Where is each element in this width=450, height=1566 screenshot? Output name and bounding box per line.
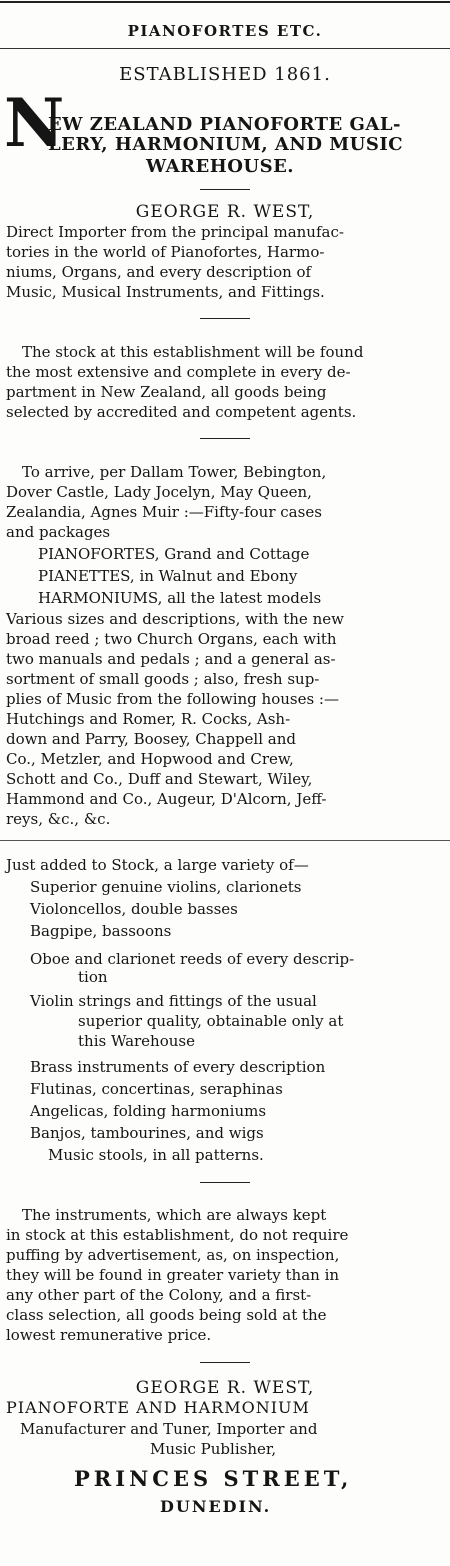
text-line: Angelicas, folding harmoniums — [30, 1102, 267, 1120]
text-line: niums, Organs, and every description of — [6, 263, 312, 281]
text-line: class selection, all goods being sold at the — [6, 1306, 327, 1324]
text-line: Music stools, in all patterns. — [48, 1146, 264, 1164]
top-rule — [0, 1, 450, 3]
divider — [200, 438, 250, 439]
text-line: tion — [78, 968, 108, 986]
text-line: Oboe and clarionet reeds of every descrip- — [30, 950, 355, 968]
text-line: any other part of the Colony, and a first- — [6, 1286, 312, 1304]
text-line: Co., Metzler, and Hopwood and Crew, — [6, 750, 294, 768]
text-line: Superior genuine violins, clarionets — [30, 878, 302, 896]
text-line: HARMONIUMS, all the latest models — [38, 589, 322, 607]
text-line: Direct Importer from the principal manufac- — [6, 223, 344, 241]
divider — [200, 1182, 250, 1183]
text-line: superior quality, obtainable only at — [78, 1012, 344, 1030]
text-line: Hutchings and Romer, R. Cocks, Ash- — [6, 710, 291, 728]
text-line: The instruments, which are always kept — [22, 1206, 327, 1224]
text-line: Hammond and Co., Augeur, D'Alcorn, Jeff- — [6, 790, 327, 808]
street-address: PRINCES STREET, — [74, 1466, 353, 1491]
city: DUNEDIN. — [160, 1497, 272, 1516]
text-line: they will be found in greater variety than in — [6, 1266, 340, 1284]
text-line: the most extensive and complete in every de- — [6, 363, 351, 381]
text-line: sortment of small goods ; also, fresh sup- — [6, 670, 320, 688]
business-title — [4, 84, 448, 180]
text-line: tories in the world of Pianofortes, Harmo- — [6, 243, 325, 261]
text-line: Music, Musical Instruments, and Fittings. — [6, 283, 325, 301]
text-line: puffing by advertisement, as, on inspection, — [6, 1246, 340, 1264]
text-line: plies of Music from the following houses :— — [6, 690, 339, 708]
business-title-line: EW ZEALAND PIANOFORTE GAL- — [48, 114, 401, 135]
signature-name: GEORGE R. WEST, — [135, 1378, 315, 1398]
text-line: The stock at this establishment will be found — [22, 343, 364, 361]
divider — [200, 189, 250, 190]
text-line: selected by accredited and competent agents. — [6, 403, 357, 421]
text-line: Violin strings and fittings of the usual — [30, 992, 317, 1010]
text-line: this Warehouse — [78, 1032, 195, 1050]
text-line: Brass instruments of every description — [30, 1058, 326, 1076]
text-line: lowest remunerative price. — [6, 1326, 212, 1344]
text-line: PIANOFORTES, Grand and Cottage — [38, 545, 310, 563]
text-line: broad reed ; two Church Organs, each with — [6, 630, 337, 648]
established-heading: ESTABLISHED 1861. — [119, 64, 331, 85]
text-line: Schott and Co., Duff and Stewart, Wiley, — [6, 770, 313, 788]
text-line: Zealandia, Agnes Muir :—Fifty-four cases — [6, 503, 322, 521]
business-title-line: WAREHOUSE. — [146, 156, 295, 177]
text-line: Flutinas, concertinas, seraphinas — [30, 1080, 283, 1098]
signature-title: PIANOFORTE AND HARMONIUM — [6, 1398, 310, 1417]
text-line: and packages — [6, 523, 111, 541]
text-line: PIANETTES, in Walnut and Ebony — [38, 567, 298, 585]
proprietor-name: GEORGE R. WEST, — [135, 202, 315, 222]
text-line: down and Parry, Boosey, Chappell and — [6, 730, 297, 748]
text-line: Just added to Stock, a large variety of— — [6, 856, 309, 874]
business-title-line: LERY, HARMONIUM, AND MUSIC — [48, 134, 404, 155]
signature-line: Music Publisher, — [150, 1440, 277, 1458]
text-line: Banjos, tambourines, and wigs — [30, 1124, 264, 1142]
divider — [0, 840, 450, 841]
text-line: two manuals and pedals ; and a general as- — [6, 650, 336, 668]
category-heading: PIANOFORTES ETC. — [127, 22, 323, 40]
drop-cap: N — [4, 84, 65, 162]
text-line: reys, &c., &c. — [6, 810, 111, 828]
signature-line: Manufacturer and Tuner, Importer and — [20, 1420, 318, 1438]
text-line: Violoncellos, double basses — [30, 900, 238, 918]
divider — [200, 318, 250, 319]
text-line: Dover Castle, Lady Jocelyn, May Queen, — [6, 483, 312, 501]
text-line: Various sizes and descriptions, with the new — [6, 610, 344, 628]
text-line: in stock at this establishment, do not require — [6, 1226, 349, 1244]
divider — [200, 1362, 250, 1363]
text-line: To arrive, per Dallam Tower, Bebington, — [22, 463, 327, 481]
text-line: partment in New Zealand, all goods being — [6, 383, 327, 401]
divider — [0, 48, 450, 49]
text-line: Bagpipe, bassoons — [30, 922, 172, 940]
